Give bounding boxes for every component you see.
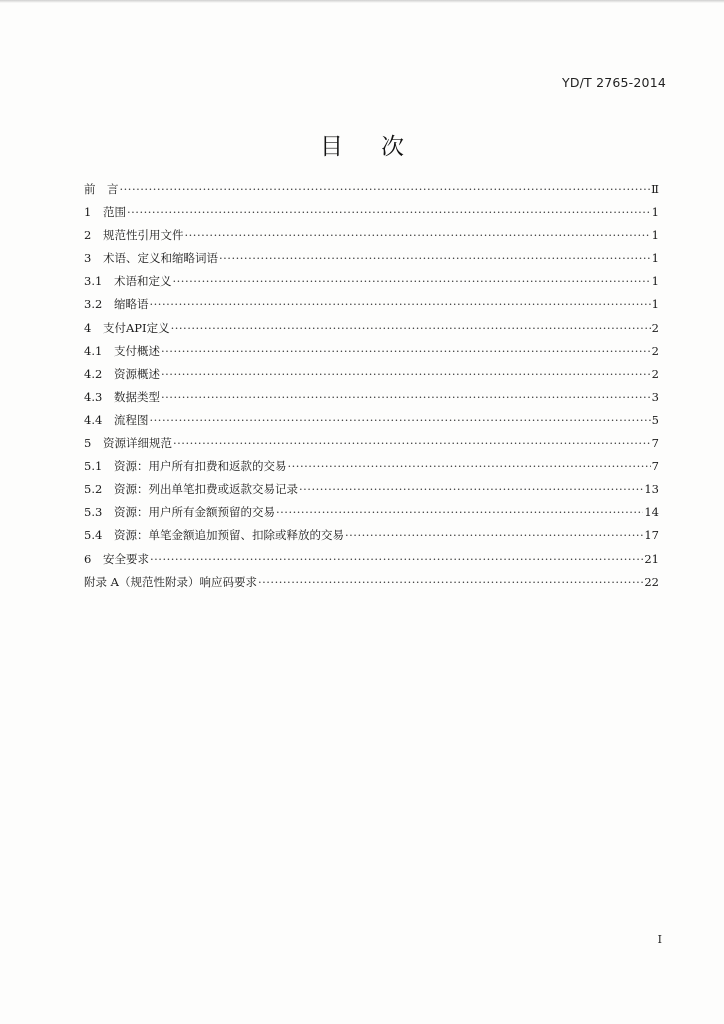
toc-entry-text: 前 言 bbox=[84, 182, 119, 196]
toc-entry-number: 5.3 bbox=[84, 505, 103, 520]
document-code: YD/T 2765-2014 bbox=[561, 75, 666, 90]
toc-entry-3[interactable] bbox=[84, 247, 659, 270]
dot-leader bbox=[276, 501, 643, 524]
toc-entry-5-2[interactable] bbox=[84, 478, 659, 501]
dot-leader bbox=[150, 409, 651, 432]
toc-entry-number: 6 bbox=[84, 551, 92, 566]
toc-entry-text: 术语和定义 bbox=[114, 274, 172, 289]
toc-entry-number: 2 bbox=[84, 228, 92, 243]
toc-entry-number: 1 bbox=[84, 205, 92, 220]
toc-entry-page: 2 bbox=[651, 366, 659, 381]
toc-title-char: 目 bbox=[320, 134, 343, 160]
toc-entry-foreword[interactable] bbox=[84, 178, 659, 201]
toc-entry-text: 流程图 bbox=[114, 412, 149, 427]
toc-entry-page: 1 bbox=[651, 274, 659, 289]
toc-entry-page: 2 bbox=[651, 343, 659, 358]
toc-entry-1[interactable] bbox=[84, 201, 659, 224]
scan-edge bbox=[0, 0, 724, 3]
toc-entry-text: 范围 bbox=[103, 205, 126, 220]
toc-entry-page: 2 bbox=[651, 320, 659, 335]
toc-entry-text: 支付API定义 bbox=[103, 320, 170, 335]
toc-entry-page: 13 bbox=[644, 482, 659, 497]
toc-entry-number: 4.2 bbox=[84, 366, 103, 381]
toc-entry-number: 5.2 bbox=[84, 482, 103, 497]
toc-title-char: 次 bbox=[381, 134, 404, 160]
toc-entry-number: 3.1 bbox=[84, 274, 103, 289]
dot-leader bbox=[185, 224, 651, 247]
toc-entry-5-1[interactable] bbox=[84, 455, 659, 478]
dot-leader bbox=[258, 571, 643, 594]
toc-entry-text: 资源详细规范 bbox=[103, 436, 172, 451]
dot-leader bbox=[173, 270, 651, 293]
dot-leader bbox=[299, 478, 643, 501]
toc-entry-text: 附录 A（规范性附录）响应码要求 bbox=[84, 574, 257, 589]
toc-entry-number: 4.4 bbox=[84, 412, 103, 427]
toc-entry-4-2[interactable] bbox=[84, 363, 659, 386]
toc-entry-text: 规范性引用文件 bbox=[103, 228, 184, 243]
toc-entry-appendix-a[interactable] bbox=[84, 571, 659, 594]
toc-entry-number: 3.2 bbox=[84, 297, 103, 312]
toc-entry-page: 7 bbox=[651, 436, 659, 451]
toc-entry-2[interactable] bbox=[84, 224, 659, 247]
toc-entry-4-1[interactable] bbox=[84, 340, 659, 363]
toc-entry-page: 3 bbox=[651, 389, 659, 404]
toc-entry-3-1[interactable] bbox=[84, 270, 659, 293]
toc-entry-page: 14 bbox=[644, 505, 659, 520]
dot-leader bbox=[161, 363, 651, 386]
dot-leader bbox=[127, 201, 651, 224]
dot-leader bbox=[219, 247, 651, 270]
dot-leader bbox=[345, 524, 643, 547]
toc-entry-page: 21 bbox=[644, 551, 659, 566]
dot-leader bbox=[161, 386, 651, 409]
toc-entry-number: 5 bbox=[84, 436, 92, 451]
toc-entry-page: 22 bbox=[644, 574, 659, 589]
toc-entry-5[interactable] bbox=[84, 432, 659, 455]
dot-leader bbox=[288, 455, 651, 478]
toc-entry-page: 1 bbox=[651, 228, 659, 243]
dot-leader bbox=[171, 317, 651, 340]
toc-entry-3-2[interactable] bbox=[84, 293, 659, 316]
toc-entry-page: 1 bbox=[651, 205, 659, 220]
toc-entry-5-3[interactable] bbox=[84, 501, 659, 524]
toc-entry-number: 4 bbox=[84, 320, 92, 335]
toc-entry-6[interactable] bbox=[84, 548, 659, 571]
toc-entry-page: 1 bbox=[651, 297, 659, 312]
toc-entry-page: 17 bbox=[644, 528, 659, 543]
dot-leader bbox=[161, 340, 651, 363]
toc-entry-4-3[interactable] bbox=[84, 386, 659, 409]
toc-entry-4-4[interactable] bbox=[84, 409, 659, 432]
toc-title bbox=[0, 128, 724, 161]
toc-entry-text: 数据类型 bbox=[114, 389, 160, 404]
toc-entry-page: 7 bbox=[651, 459, 659, 474]
toc-entry-number: 5.1 bbox=[84, 459, 103, 474]
toc-entry-text: 资源概述 bbox=[114, 366, 160, 381]
table-of-contents bbox=[84, 178, 659, 594]
toc-entry-number: 5.4 bbox=[84, 528, 103, 543]
toc-entry-text: 资源：用户所有扣费和返款的交易 bbox=[114, 459, 287, 474]
toc-entry-number: 3 bbox=[84, 251, 92, 266]
toc-entry-text: 资源：列出单笔扣费或返款交易记录 bbox=[114, 482, 298, 497]
dot-leader bbox=[173, 432, 651, 455]
toc-entry-4[interactable] bbox=[84, 317, 659, 340]
toc-entry-text: 资源：用户所有金额预留的交易 bbox=[114, 505, 275, 520]
toc-entry-number: 4.1 bbox=[84, 343, 103, 358]
dot-leader bbox=[150, 293, 651, 316]
toc-entry-text: 术语、定义和缩略词语 bbox=[103, 251, 218, 266]
toc-entry-page: 5 bbox=[651, 412, 659, 427]
dot-leader bbox=[150, 548, 643, 571]
toc-entry-page: 1 bbox=[651, 251, 659, 266]
toc-entry-number: 4.3 bbox=[84, 389, 103, 404]
toc-entry-text: 安全要求 bbox=[103, 551, 149, 566]
toc-entry-text: 支付概述 bbox=[114, 343, 160, 358]
toc-entry-5-4[interactable] bbox=[84, 524, 659, 547]
page-number: I bbox=[657, 933, 662, 946]
toc-entry-page: Ⅱ bbox=[651, 182, 659, 196]
toc-entry-text: 资源：单笔金额追加预留、扣除或释放的交易 bbox=[114, 528, 344, 543]
dot-leader bbox=[120, 178, 651, 201]
toc-entry-text: 缩略语 bbox=[114, 297, 149, 312]
